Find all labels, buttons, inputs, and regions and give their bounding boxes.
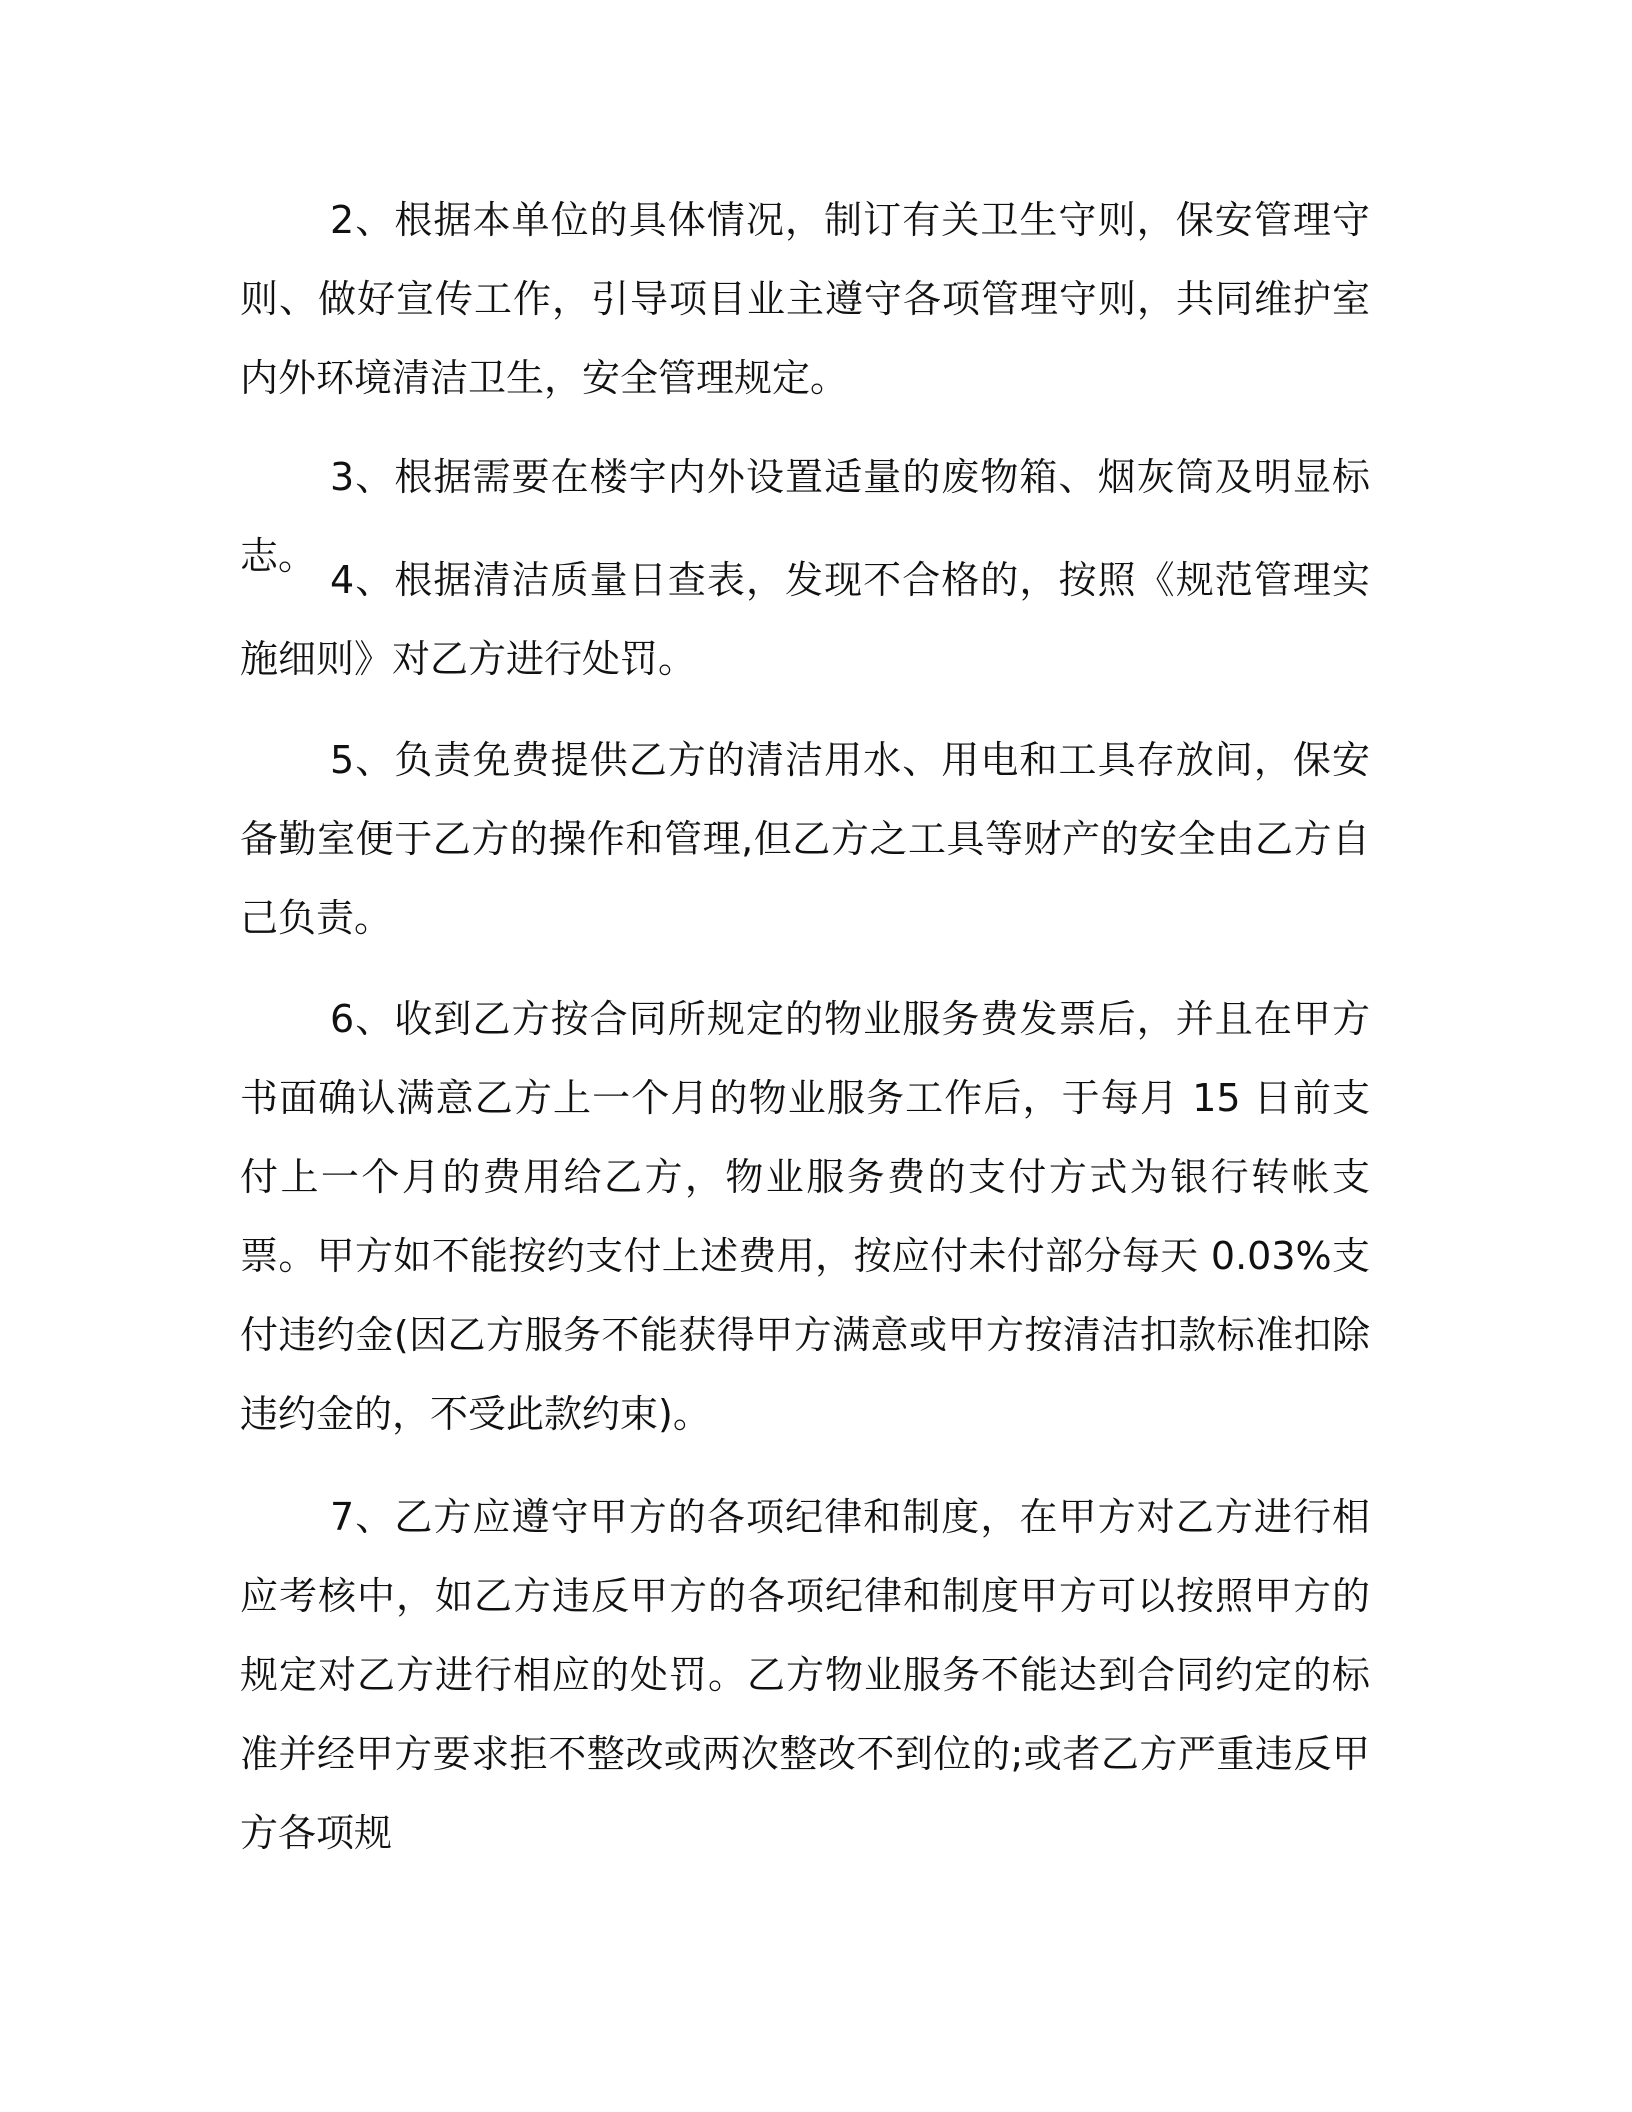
clause-3-paragraph: 3、根据需要在楼宇内外设置适量的废物箱、烟灰筒及明显标志。 — [240, 455, 1370, 578]
clause-7-paragraph: 7、乙方应遵守甲方的各项纪律和制度，在甲方对乙方进行相应考核中，如乙方违反甲方的各项纪律和制度甲方可以按照甲方的规定对乙方进行相应的处罚。乙方物业服务不能达到合同约定的标准并经甲方要求拒不整改或两次整改不到位的;或者乙方严重违反甲方各项规 — [240, 1495, 1370, 1855]
clause-4-paragraph: 4、根据清洁质量日查表，发现不合格的，按照《规范管理实施细则》对乙方进行处罚。 — [240, 558, 1370, 681]
clause-2-paragraph: 2、根据本单位的具体情况，制订有关卫生守则，保安管理守则、做好宣传工作，引导项目业主遵守各项管理守则，共同维护室内外环境清洁卫生，安全管理规定。 — [240, 198, 1370, 400]
clause-6-paragraph: 6、收到乙方按合同所规定的物业服务费发票后，并且在甲方书面确认满意乙方上一个月的物业服务工作后，于每月 15 日前支付上一个月的费用给乙方，物业服务费的支付方式为银行转帐支票。甲方如不能按约支付上述费用，按应付未付部分每天 0.03%支付违约金(因乙方服务不能获得甲方满意或甲方按清洁扣款标准扣除违约金的，不受此款约束)。 — [240, 997, 1370, 1436]
clause-5-paragraph: 5、负责免费提供乙方的清洁用水、用电和工具存放间，保安备勤室便于乙方的操作和管理,但乙方之工具等财产的安全由乙方自己负责。 — [240, 738, 1370, 940]
